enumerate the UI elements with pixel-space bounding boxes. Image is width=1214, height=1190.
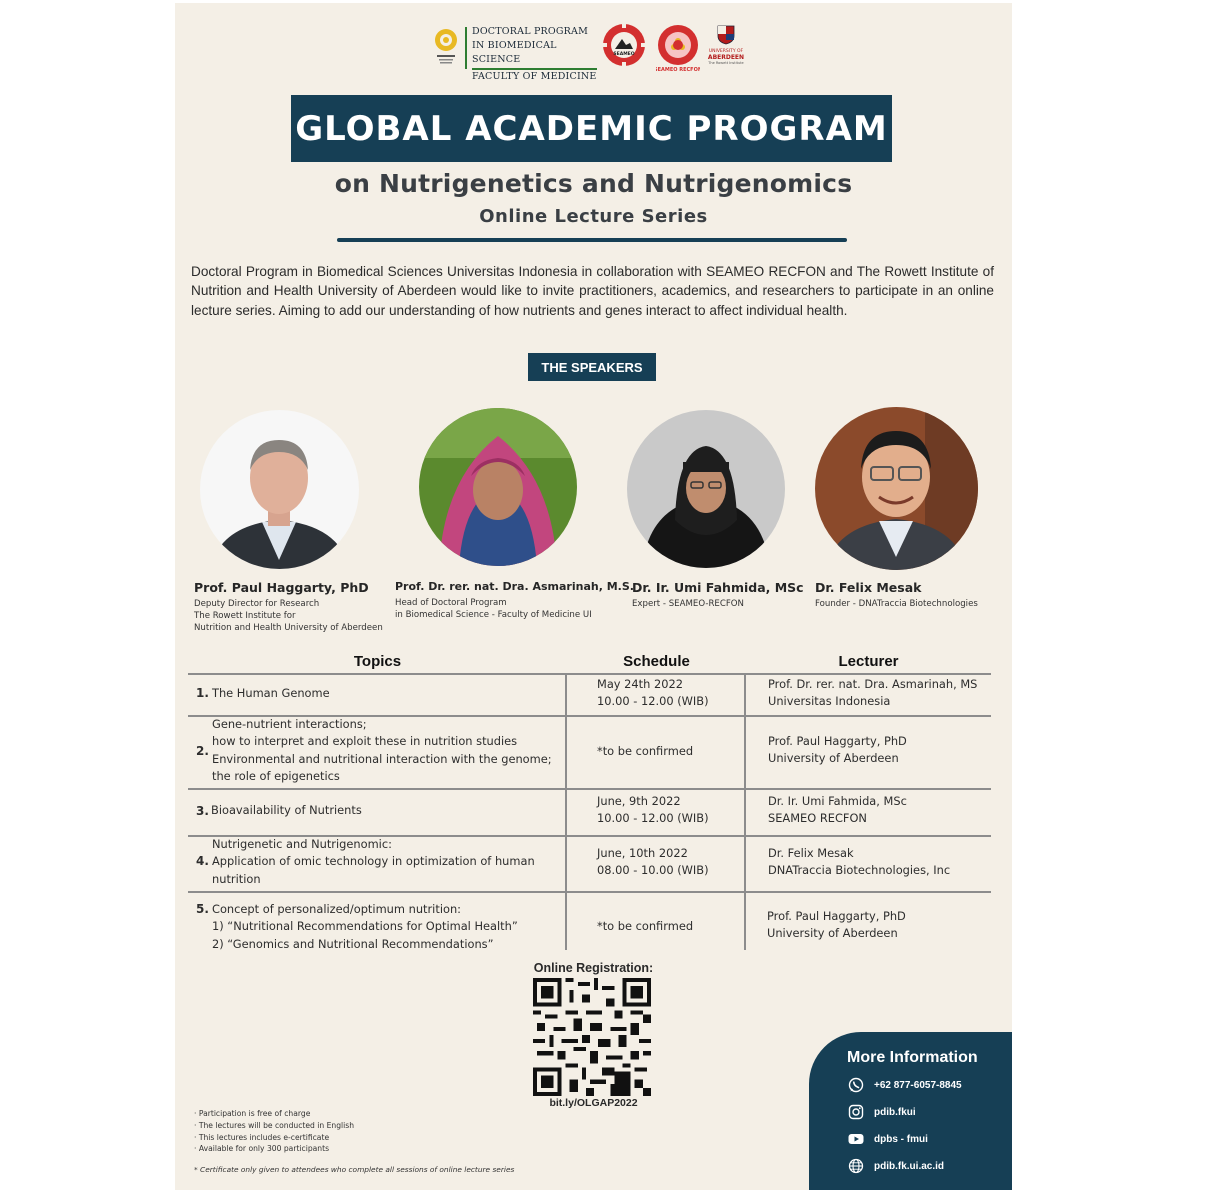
- speaker-role: The Rowett Institute for: [194, 611, 296, 621]
- schedule-line: *to be confirmed: [597, 744, 694, 758]
- certificate-footnote: * Certificate only given to attendees who complete all sessions of online lecture series: [194, 1165, 515, 1174]
- topic-cell: [212, 716, 552, 786]
- whatsapp-number: +62 877-6057-8845: [874, 1079, 962, 1091]
- schedule-cell: [597, 743, 693, 760]
- row-number: 2.: [196, 744, 209, 758]
- lecturer-line: Prof. Paul Haggarty, PhD: [768, 734, 907, 748]
- page-title: GLOBAL ACADEMIC PROGRAM: [295, 108, 888, 149]
- topic-line: Application of omic technology in optimization of human: [212, 854, 535, 869]
- registration-qr-code[interactable]: [533, 978, 651, 1096]
- schedule-line: 10.00 - 12.00 (WIB): [597, 694, 709, 709]
- speaker-name: Prof. Paul Haggarty, PhD: [194, 580, 369, 595]
- row-number: 1.: [196, 686, 209, 700]
- seameo-logo-text: SEAMEO: [613, 52, 635, 57]
- topic-line: Nutrigenetic and Nutrigenomic:: [212, 837, 392, 851]
- speaker-card-mesak: [815, 580, 978, 610]
- topic-line: the role of epigenetics: [212, 769, 340, 784]
- youtube-contact[interactable]: [848, 1131, 928, 1147]
- topic-line: Environmental and nutritional interaction with the genome;: [212, 751, 552, 766]
- speaker-name: Dr. Ir. Umi Fahmida, MSc: [632, 580, 804, 595]
- whatsapp-contact[interactable]: [848, 1077, 962, 1093]
- column-divider: [744, 674, 746, 950]
- speaker-card-asmarinah: [395, 580, 634, 621]
- schedule-line: 10.00 - 12.00 (WIB): [597, 811, 709, 826]
- poster: [175, 3, 1012, 1190]
- program-line-1: DOCTORAL PROGRAM: [472, 26, 589, 37]
- aberdeen-line-3: The Rowett Institute: [708, 61, 744, 65]
- universitas-indonesia-logo: [433, 27, 459, 67]
- topic-cell: [212, 836, 535, 888]
- title-underline: [337, 238, 847, 242]
- row-number: 4.: [196, 854, 209, 868]
- lecturer-cell: [768, 676, 977, 711]
- youtube-channel: dpbs - fmui: [874, 1133, 928, 1145]
- topic-line: 1) “Nutritional Recommendations for Optimal Health”: [212, 919, 518, 934]
- header-schedule: Schedule: [623, 653, 690, 670]
- topic-line: Bioavailability of Nutrients: [211, 803, 362, 817]
- lecturer-cell: [768, 845, 950, 880]
- page-subtitle: on Nutrigenetics and Nutrigenomics: [334, 169, 853, 198]
- more-info-title: More Information: [847, 1049, 978, 1066]
- lecturer-line: Universitas Indonesia: [768, 694, 891, 709]
- table-rule: [188, 673, 991, 675]
- schedule-cell: [597, 918, 693, 935]
- speakers-heading: THE SPEAKERS: [528, 353, 656, 381]
- header-topics: Topics: [353, 653, 402, 670]
- seameo-recfon-logo: [656, 23, 700, 73]
- recfon-logo-text: SEAMEO RECFON: [656, 67, 700, 73]
- speaker-name: Dr. Felix Mesak: [815, 580, 922, 595]
- registration-label: Online Registration:: [533, 961, 654, 975]
- aberdeen-line-1: UNIVERSITY OF: [708, 49, 744, 54]
- topic-line: Concept of personalized/optimum nutrition:: [212, 902, 462, 916]
- speaker-photo-mesak: [815, 407, 978, 570]
- university-of-aberdeen-logo: [706, 25, 746, 69]
- lecturer-cell: [768, 733, 907, 768]
- program-line-2: IN BIOMEDICAL SCIENCE: [472, 39, 597, 70]
- schedule-cell: [597, 676, 709, 711]
- topic-cell: [211, 802, 362, 819]
- series-label: Online Lecture Series: [479, 206, 708, 227]
- website-url: pdib.fk.ui.ac.id: [874, 1160, 945, 1172]
- speaker-role: Founder - DNATraccia Biotechnologies: [815, 599, 978, 609]
- lecturer-cell: [768, 793, 907, 828]
- header-lecturer: Lecturer: [838, 653, 899, 670]
- topic-cell: [212, 685, 330, 702]
- instagram-handle: pdib.fkui: [874, 1106, 916, 1118]
- speaker-photo-asmarinah: [419, 408, 577, 566]
- topic-line: Gene-nutrient interactions;: [212, 717, 367, 731]
- aberdeen-line-2: ABERDEEN: [707, 54, 745, 61]
- lecturer-line: University of Aberdeen: [768, 751, 899, 766]
- speaker-card-fahmida: [632, 580, 804, 610]
- topic-line: how to interpret and exploit these in nutrition studies: [212, 734, 518, 749]
- doctoral-program-logo-text: [472, 25, 597, 84]
- speaker-role: Head of Doctoral Program: [395, 598, 507, 608]
- lecturer-line: Prof. Paul Haggarty, PhD: [767, 909, 906, 923]
- lecturer-cell: [767, 908, 906, 943]
- topic-line: 2) “Genomics and Nutritional Recommendations”: [212, 936, 494, 951]
- notes-list: [194, 1108, 354, 1155]
- title-banner: [291, 95, 892, 162]
- speaker-card-haggarty: [194, 580, 383, 634]
- topic-cell: [212, 901, 518, 953]
- speaker-role: Nutrition and Health University of Aberdeen: [194, 623, 383, 633]
- lecturer-line: SEAMEO RECFON: [768, 811, 867, 826]
- note-item: · Participation is free of charge: [194, 1109, 311, 1118]
- schedule-cell: [597, 793, 709, 828]
- note-item: · Available for only 300 participants: [194, 1144, 330, 1154]
- lecturer-line: Dr. Ir. Umi Fahmida, MSc: [768, 794, 907, 808]
- globe-icon: [848, 1158, 864, 1174]
- table-rule: [188, 891, 991, 893]
- schedule-line: May 24th 2022: [597, 677, 683, 691]
- lecturer-line: Dr. Felix Mesak: [768, 846, 854, 860]
- speaker-photo-haggarty: [200, 410, 359, 569]
- lecturer-line: DNATraccia Biotechnologies, Inc: [768, 863, 951, 878]
- topic-line: nutrition: [212, 871, 261, 886]
- topic-line: The Human Genome: [212, 686, 330, 700]
- intro-paragraph: Doctoral Program in Biomedical Sciences Universitas Indonesia in collaboration with SEAMEO RECFON and The Rowett Institute of Nutrition and Health University of Aberdeen would like to invite practitioners, academics, and researchers to participate in an online lecture series. Aiming to add our understanding of how nutrients and genes interact to affect individual health.: [191, 264, 994, 318]
- speaker-role: Expert - SEAMEO-RECFON: [632, 599, 744, 609]
- lecturer-line: University of Aberdeen: [767, 926, 898, 941]
- speaker-photo-fahmida: [627, 410, 785, 568]
- column-divider: [565, 674, 567, 950]
- logo-divider: [465, 27, 467, 69]
- registration-link[interactable]: bit.ly/OLGAP2022: [549, 1097, 638, 1109]
- schedule-line: June, 10th 2022: [597, 846, 688, 860]
- schedule-line: 08.00 - 10.00 (WIB): [597, 863, 709, 878]
- note-item: · This lectures includes e-certificate: [194, 1132, 330, 1142]
- row-number: 3.: [196, 804, 209, 818]
- website-contact[interactable]: [848, 1158, 944, 1174]
- schedule-line: *to be confirmed: [597, 919, 694, 933]
- speaker-role: in Biomedical Science - Faculty of Medicine UI: [395, 610, 592, 620]
- schedule-line: June, 9th 2022: [597, 794, 681, 808]
- program-line-3: FACULTY OF MEDICINE: [472, 71, 597, 82]
- instagram-contact[interactable]: [848, 1104, 916, 1120]
- youtube-icon: [848, 1131, 864, 1147]
- table-rule: [188, 788, 991, 790]
- instagram-icon: [848, 1104, 864, 1120]
- speaker-name: Prof. Dr. rer. nat. Dra. Asmarinah, M.S.: [395, 580, 634, 593]
- lecturer-line: Prof. Dr. rer. nat. Dra. Asmarinah, MS: [768, 677, 978, 691]
- row-number: 5.: [196, 902, 209, 916]
- seameo-logo: [602, 23, 646, 67]
- whatsapp-icon: [848, 1077, 864, 1093]
- schedule-cell: [597, 845, 709, 880]
- speaker-role: Deputy Director for Research: [194, 599, 320, 609]
- note-item: · The lectures will be conducted in English: [194, 1120, 355, 1130]
